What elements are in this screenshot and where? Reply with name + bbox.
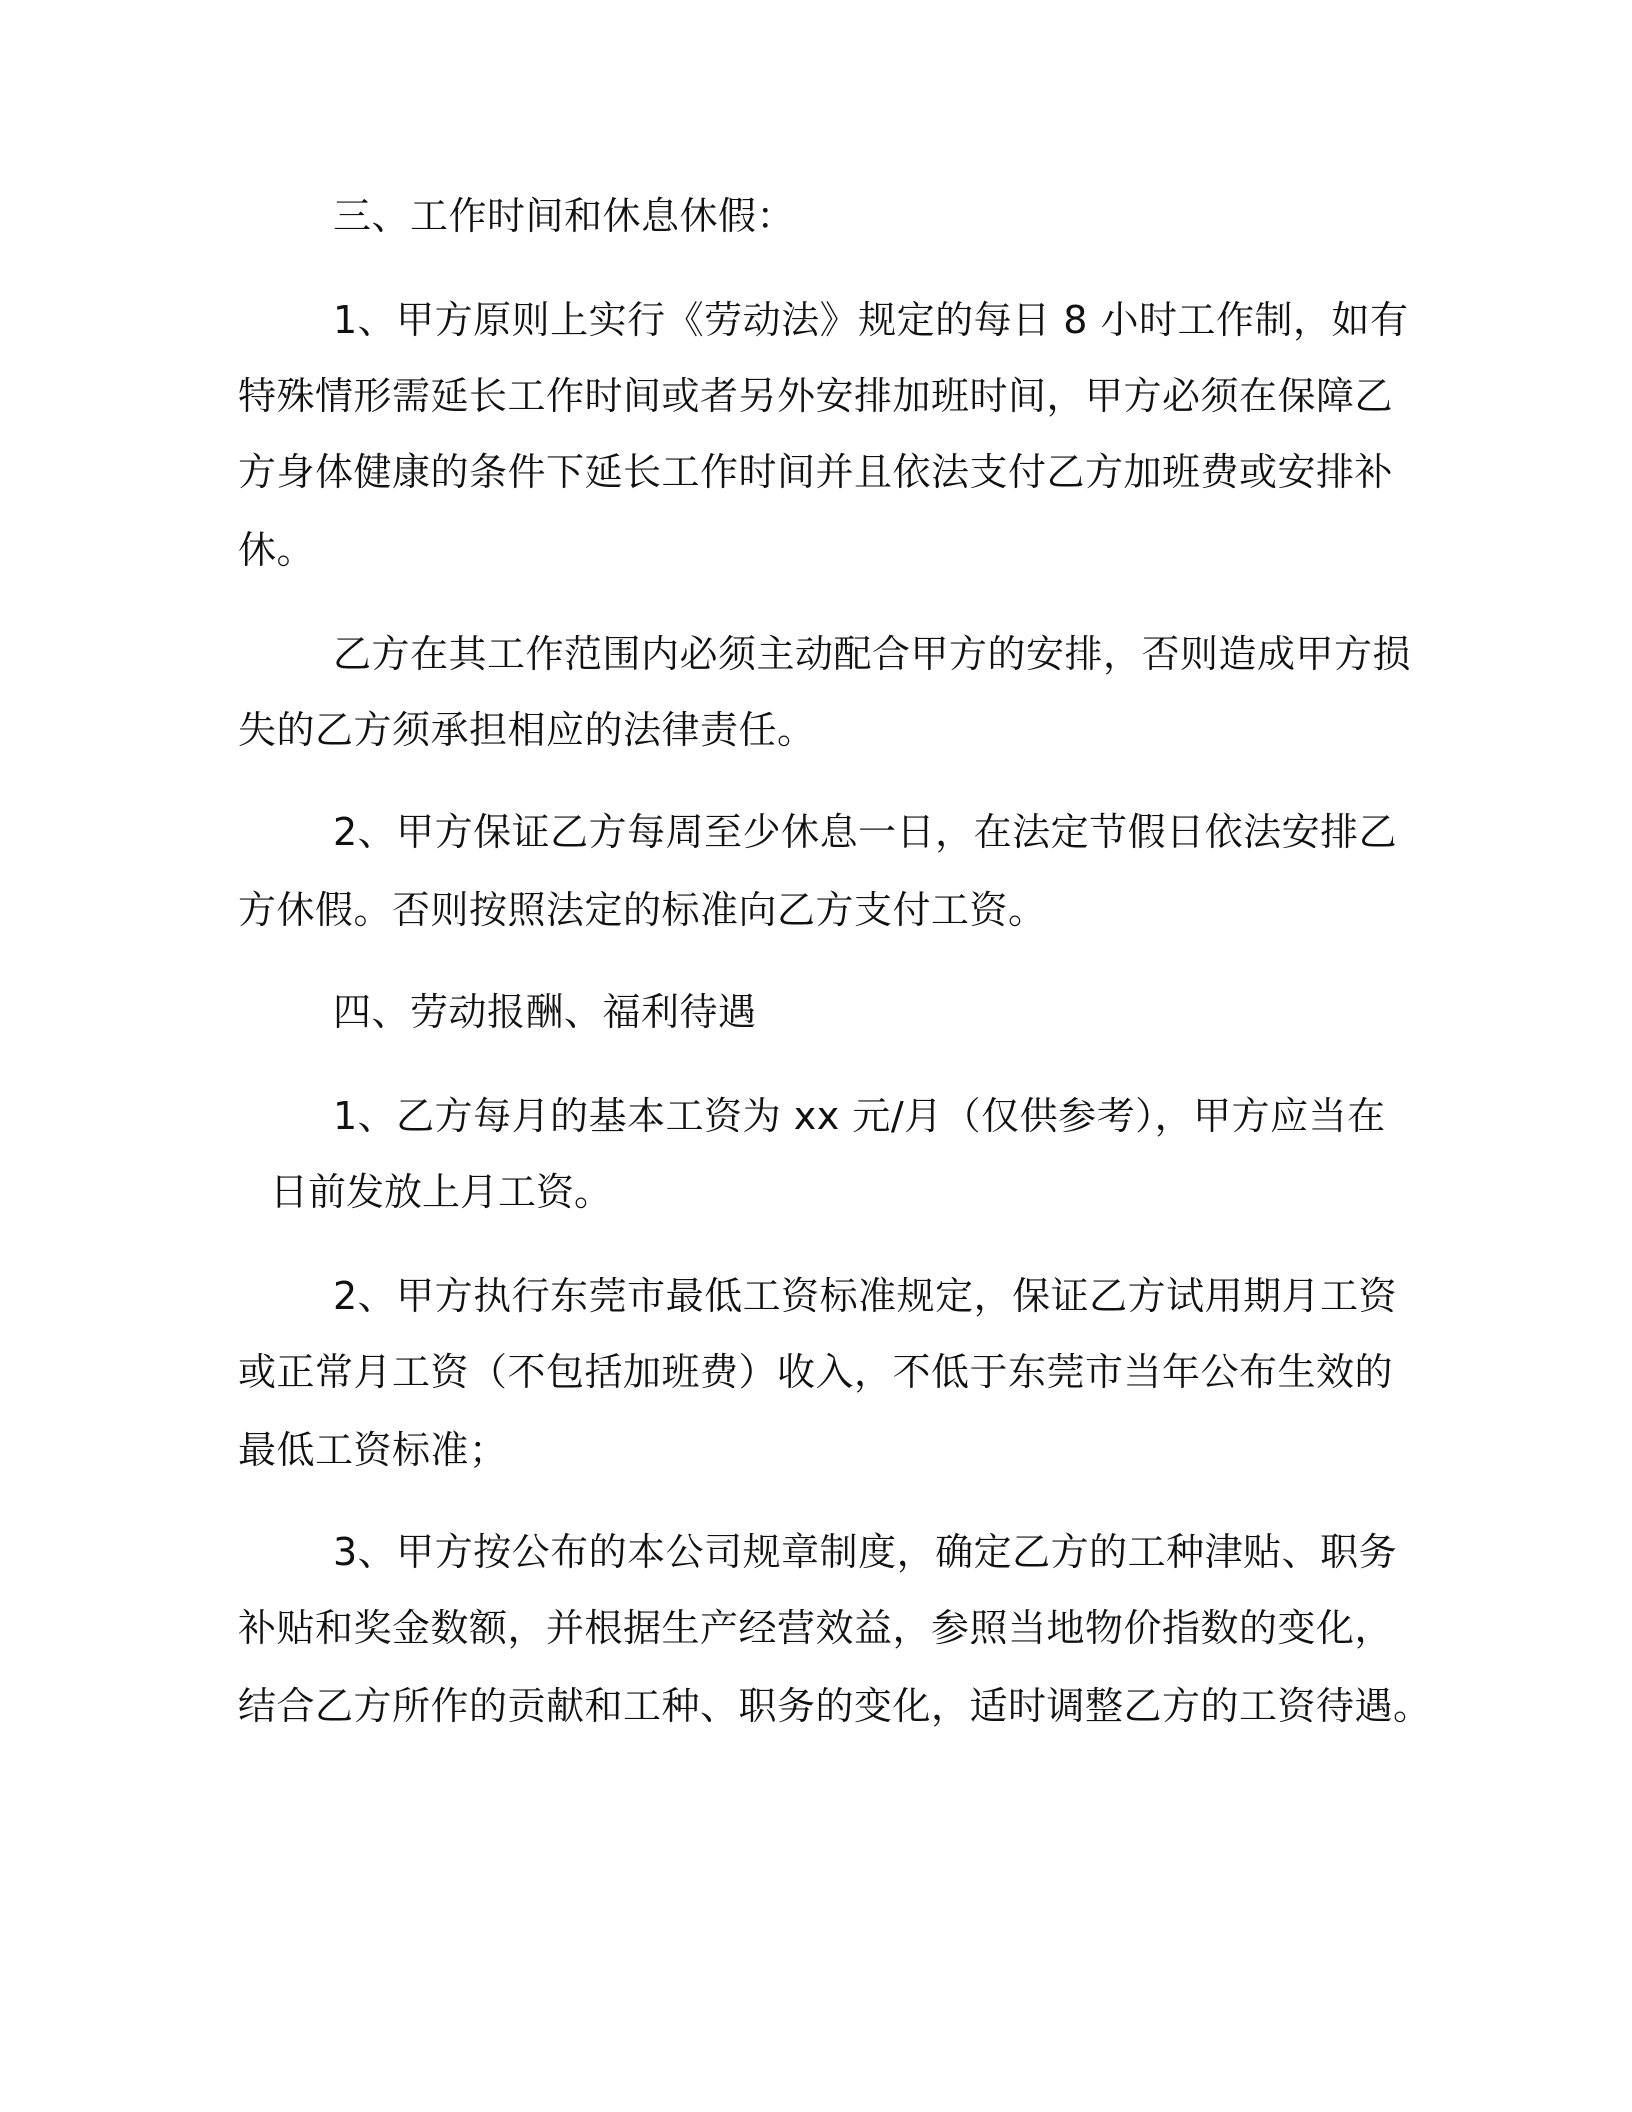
section-4-item-2-line-1: 2、甲方执行东莞市最低工资标准规定，保证乙方试用期月工资 [333, 1274, 1398, 1318]
section-3-cooperation-line-2: 失的乙方须承担相应的法律责任。 [238, 708, 816, 752]
section-4-item-1-line-1: 1、乙方每月的基本工资为 xx 元/月（仅供参考），甲方应当在 [333, 1094, 1386, 1138]
section-3-item-1-line-2: 特殊情形需延长工作时间或者另外安排加班时间，甲方必须在保障乙 [238, 374, 1394, 418]
section-3-heading: 三、工作时间和休息休假： [333, 194, 796, 238]
section-4-item-2-line-3: 最低工资标准； [238, 1428, 508, 1472]
section-4-heading: 四、劳动报酬、福利待遇 [333, 990, 757, 1034]
section-4-item-3-line-1: 3、甲方按公布的本公司规章制度，确定乙方的工种津贴、职务 [333, 1530, 1398, 1574]
section-3-cooperation-line-1: 乙方在其工作范围内必须主动配合甲方的安排，否则造成甲方损 [333, 632, 1412, 676]
section-3-item-1-line-4: 休。 [238, 528, 316, 572]
section-4-item-3-line-3: 结合乙方所作的贡献和工种、职务的变化，适时调整乙方的工资待遇。 [238, 1684, 1432, 1728]
section-4-item-2-line-2: 或正常月工资（不包括加班费）收入，不低于东莞市当年公布生效的 [238, 1350, 1394, 1394]
section-3-item-2-line-1: 2、甲方保证乙方每周至少休息一日，在法定节假日依法安排乙 [333, 810, 1398, 854]
section-4-item-3-line-2: 补贴和奖金数额，并根据生产经营效益，参照当地物价指数的变化， [238, 1606, 1394, 1650]
section-3-item-2-line-2: 方休假。否则按照法定的标准向乙方支付工资。 [238, 888, 1047, 932]
section-4-item-1-line-2: 日前发放上月工资。 [270, 1170, 613, 1214]
section-3-item-1-line-1: 1、甲方原则上实行《劳动法》规定的每日 8 小时工作制，如有 [333, 298, 1409, 342]
section-3-item-1-line-3: 方身体健康的条件下延长工作时间并且依法支付乙方加班费或安排补 [238, 450, 1394, 494]
